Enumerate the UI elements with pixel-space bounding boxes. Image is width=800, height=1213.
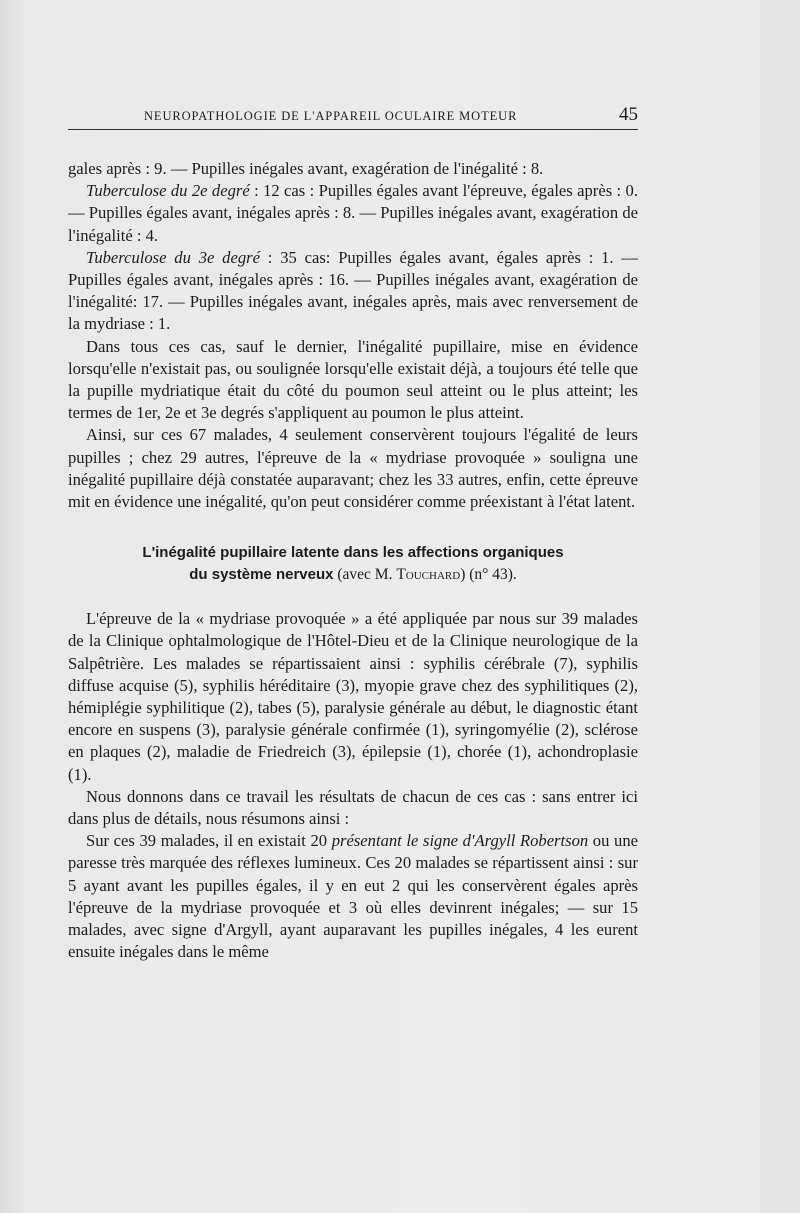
section-heading-line-2: du système nerveux [189,566,334,584]
page-body [68,158,638,964]
paragraph-italic: présentant le signe d'Argyll Robertson [331,831,589,851]
paragraph: L'épreuve de la « mydriase provoquée » a été appliquée par nous sur 39 malades de la Clinique ophtalmologique de l'Hôtel-Dieu et de la Clinique neurologique de la Salpêtrière. Les malades se répartissaient ainsi : syphilis cérébrale (7), syphilis diffuse acquise (5), syphilis héréditaire (3), myopie grave chez des syphilitiques (2), hémiplégie syphilitique (2), tabes (5), paralysie générale au début, le diagnostic étant encore en suspens (3), paralysie générale confirmée (1), syringomyélie (2), sclérose en plaques (2), maladie de Friedreich (3), épilepsie (1), chorée (1), achondroplasie (1). [68,609,638,784]
paragraph [68,247,638,336]
paragraph: gales après : 9. — Pupilles inégales avant, exagération de l'inégalité : 8. [68,159,544,178]
page-number: 45 [619,104,638,125]
section-heading-author: Touchard [396,566,461,584]
paragraph: Nous donnons dans ce travail les résultats de chacun de ces cas : sans entrer ici dans plus de détails, nous résumons ainsi : [68,786,638,829]
paragraph-lead: Tuberculose du 2e degré [86,181,250,201]
paragraph [68,180,638,247]
paragraph-lead: Tuberculose du 3e degré [86,247,260,267]
page-header [68,105,638,130]
paragraph-text: : 35 cas: Pupilles égales avant, égales après : 1. — Pupilles égales avant, inégales après : 16. — Pupilles inégales avant, exagération de l'inégalité: 17. — Pupilles inégales avant, inégales après, mais avec renversement de la mydriase : 1. [68,247,638,334]
section-heading [68,542,638,586]
running-title: NEUROPATHOLOGIE DE L'APPAREIL OCULAIRE MOTEUR [144,109,518,123]
section-heading-ref: ) (n° 43). [460,566,517,584]
paragraph-text: ou une paresse très marquée des réflexes lumineux. Ces 20 malades se répartissent ainsi : sur 5 ayant avant les pupilles égales, il y en eut 2 qui les conservèrent égales après l'épreuve de la mydriase provoquée et 3 où elles devinrent inégales; — sur 15 malades, avec signe d'Argyll, ayant auparavant les pupilles inégales, 4 les eurent ensuite inégales dans le même [68,831,638,962]
section-heading-line-1: L'inégalité pupillaire latente dans les affections organiques [142,544,564,562]
paragraph: Ainsi, sur ces 67 malades, 4 seulement conservèrent toujours l'égalité de leurs pupilles ; chez 29 autres, l'épreuve de la « mydriase provoquée » souligna une inégalité pupillaire déjà constatée auparavant; chez les 33 autres, enfin, cette épreuve mit en évidence une inégalité, qu'on peut considérer comme préexistant à l'état latent. [68,425,638,512]
paragraph [68,830,638,963]
paragraph: Dans tous ces cas, sauf le dernier, l'inégalité pupillaire, mise en évidence lorsqu'elle n'existait pas, ou soulignée lorsqu'elle existait déjà, a toujours été telle que la pupille mydriatique était du côté du poumon seul atteint ou le plus atteint; les termes de 1er, 2e et 3e degrés s'appliquent au poumon le plus atteint. [68,336,638,423]
section-heading-avec: (avec M. [337,566,397,584]
paragraph-text: : 12 cas : Pupilles égales avant l'épreuve, égales après : 0. — Pupilles égales avant, inégales après : 8. — Pupilles inégales avant, exagération de l'inégalité : 4. [68,181,638,245]
paragraph-text: Sur ces 39 malades, il en existait 20 [86,831,332,851]
